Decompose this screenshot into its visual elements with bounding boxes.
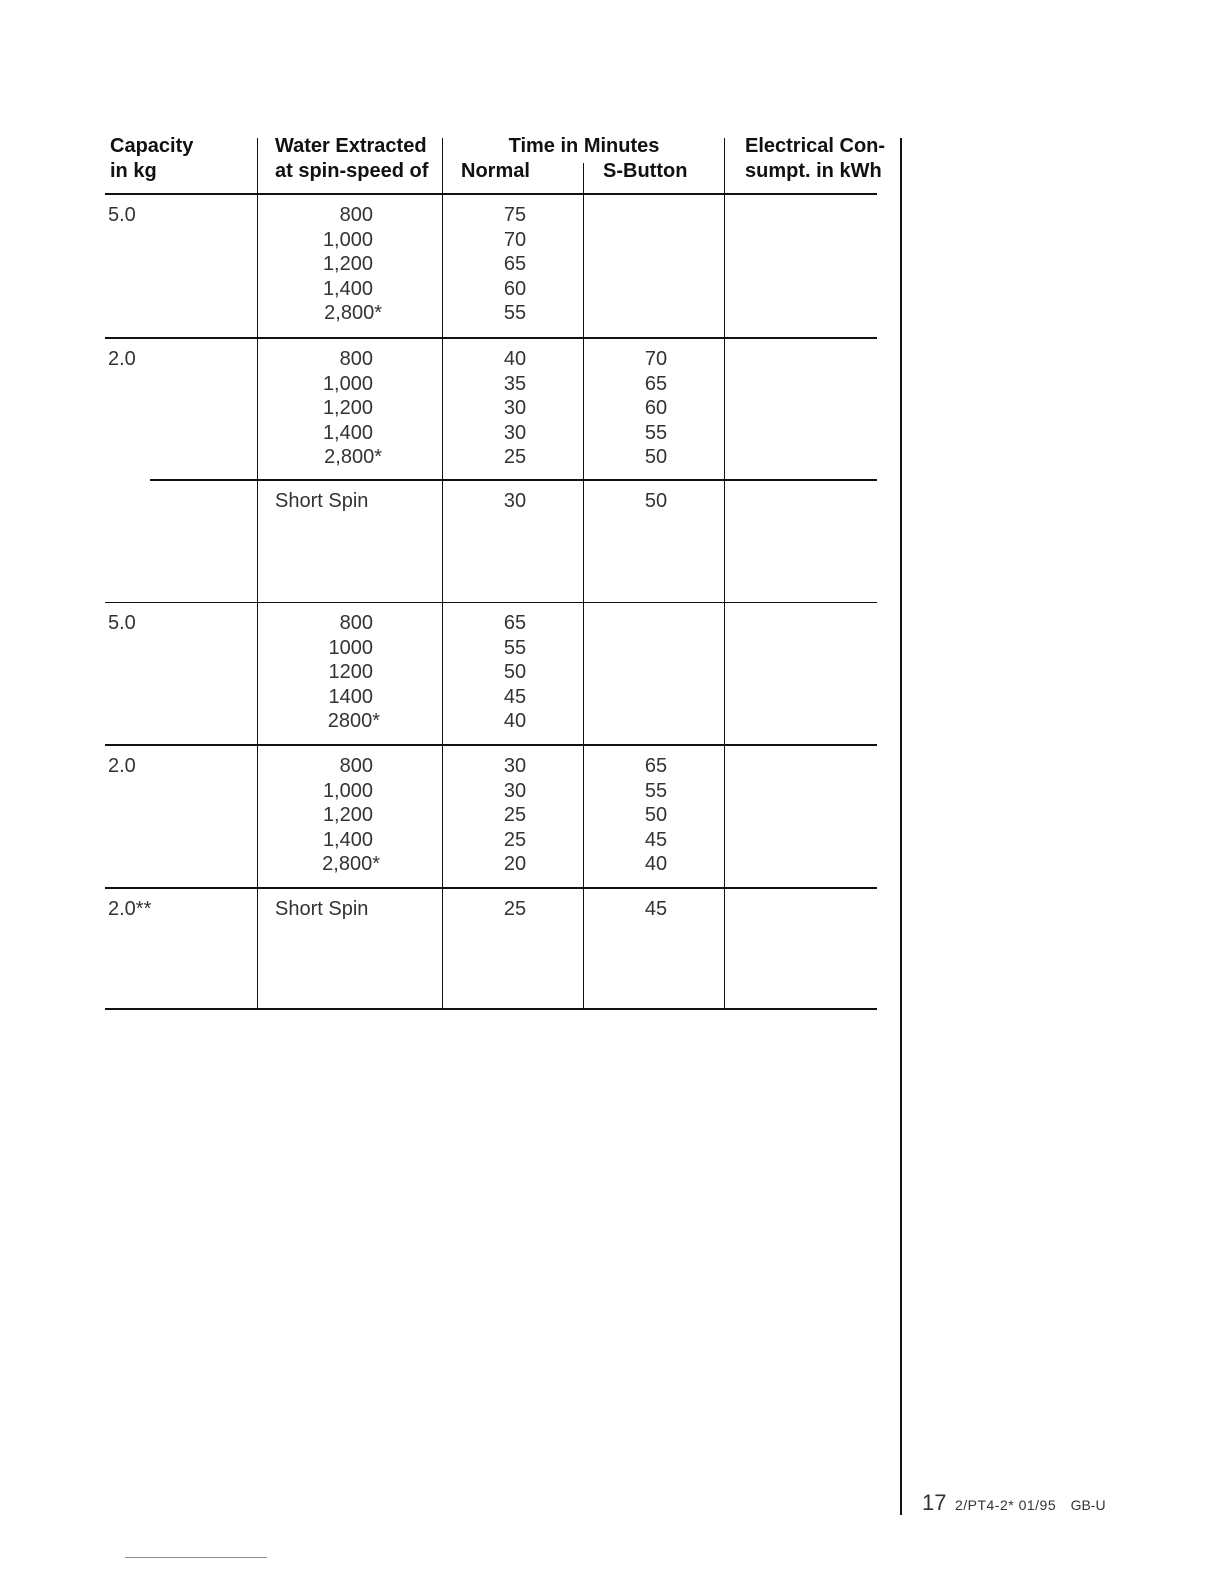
capacity-cell: 2.0 (108, 348, 136, 370)
s-button-minutes-list: 65 55 50 45 40 (644, 755, 668, 876)
page-footer (922, 1490, 1106, 1516)
column-rule-2 (442, 138, 443, 1009)
capacity-cell: 5.0 (108, 612, 136, 634)
region-code: GB-U (1070, 1497, 1106, 1513)
column-rule-3 (583, 163, 584, 1009)
header-capacity: Capacity in kg (110, 135, 194, 182)
normal-minutes-list: 65 55 50 45 40 (503, 612, 527, 733)
row-rule-1 (105, 337, 877, 339)
row-rule-2 (150, 479, 877, 481)
header-time-in-minutes: Time in Minutes (508, 135, 660, 157)
s-button-minutes-value: 50 (644, 490, 668, 512)
spin-speed-list: 800 1000 1200 1400 2800* (327, 612, 380, 733)
header-rule (105, 193, 877, 195)
short-spin-label: Short Spin (275, 898, 369, 920)
page-margin-rule (900, 138, 902, 1515)
decorative-underline (125, 1557, 267, 1558)
s-button-minutes-value: 45 (644, 898, 668, 920)
capacity-cell: 5.0 (108, 204, 136, 226)
spin-speed-list: 800 1,000 1,200 1,400 2,800* (322, 348, 382, 469)
column-rule-4 (724, 138, 725, 1009)
normal-minutes-list: 30 30 25 25 20 (503, 755, 527, 876)
s-button-minutes-list: 70 65 60 55 50 (644, 348, 668, 469)
normal-minutes-value: 25 (503, 898, 527, 920)
document-code: 2/PT4-2* 01/95 (954, 1497, 1057, 1513)
row-rule-3 (105, 602, 877, 603)
row-rule-5 (105, 887, 877, 889)
capacity-cell: 2.0 (108, 755, 136, 777)
header-s-button: S-Button (603, 160, 688, 182)
header-normal: Normal (461, 160, 530, 182)
row-rule-4 (105, 744, 877, 746)
normal-minutes-list: 75 70 65 60 55 (503, 204, 527, 325)
capacity-cell: 2.0** (108, 898, 152, 920)
page-number: 17 (922, 1490, 947, 1515)
short-spin-label: Short Spin (275, 490, 369, 512)
spin-speed-list: 800 1,000 1,200 1,400 2,800* (322, 755, 380, 876)
normal-minutes-value: 30 (503, 490, 527, 512)
normal-minutes-list: 40 35 30 30 25 (503, 348, 527, 469)
spin-speed-list: 800 1,000 1,200 1,400 2,800* (322, 204, 382, 325)
table-bottom-rule (105, 1008, 877, 1010)
header-electrical: Electrical Con- sumpt. in kWh (745, 135, 886, 182)
column-rule-1 (257, 138, 258, 1009)
header-water-extracted: Water Extracted at spin-speed of (275, 135, 429, 182)
